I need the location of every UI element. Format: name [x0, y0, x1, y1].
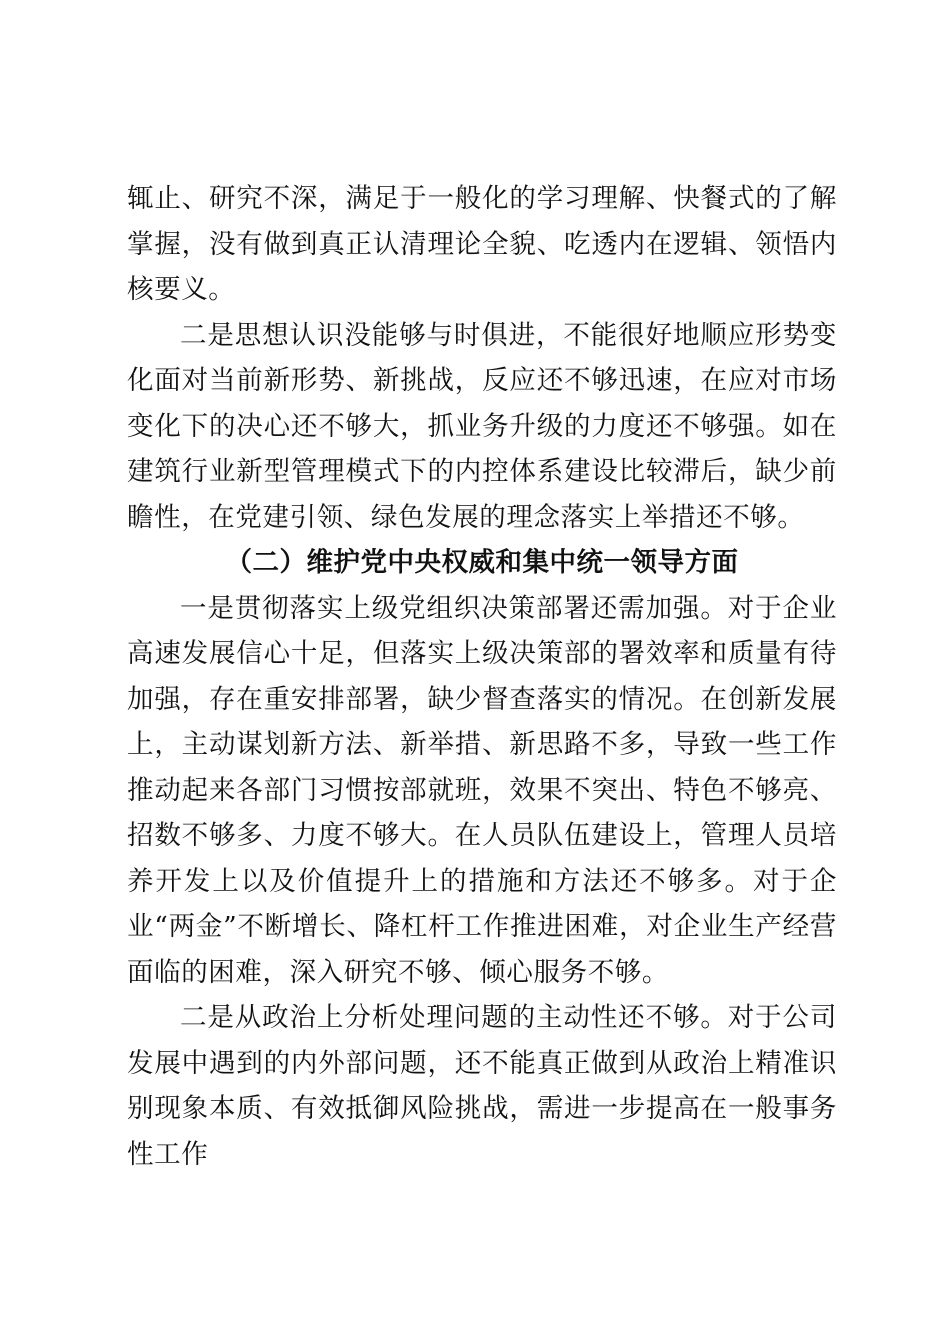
section-heading: （二）维护党中央权威和集中统一领导方面 — [225, 547, 739, 578]
paragraph-political-analysis: 二是从政治上分析处理问题的主动性还不够。对于公司发展中遇到的内外部问题，还不能真正做到从政治上精准识别现象本质、有效抵御风险挑战，需进一步提高在一般事务性工作 — [127, 1002, 837, 1170]
paragraph-implementation: 一是贯彻落实上级党组织决策部署还需加强。对于企业高速发展信心十足，但落实上级决策部的署效率和质量有待加强，存在重安排部署，缺少督查落实的情况。在创新发展上，主动谋划新方法、新举措、新思路不多，导致一些工作推动起来各部门习惯按部就班，效果不突出、特色不够亮、招数不够多、力度不够大。在人员队伍建设上，管理人员培养开发上以及价值提升上的措施和方法还不够多。对于企业“两金”不断增长、降杠杆工作推进困难，对企业生产经营面临的困难，深入研究不够、倾心服务不够。 — [127, 592, 837, 988]
paragraph-continued: 辄止、研究不深，满足于一般化的学习理解、快餐式的了解掌握，没有做到真正认清理论全貌、吃透内在逻辑、领悟内核要义。 — [127, 183, 837, 305]
document-body — [127, 176, 837, 1177]
paragraph-thinking-awareness: 二是思想认识没能够与时俱进，不能很好地顺应形势变化面对当前新形势、新挑战，反应还不够迅速，在应对市场变化下的决心还不够大，抓业务升级的力度还不够强。如在建筑行业新型管理模式下的内控体系建设比较滞后，缺少前瞻性，在党建引领、绿色发展的理念落实上举措还不够。 — [127, 319, 837, 533]
